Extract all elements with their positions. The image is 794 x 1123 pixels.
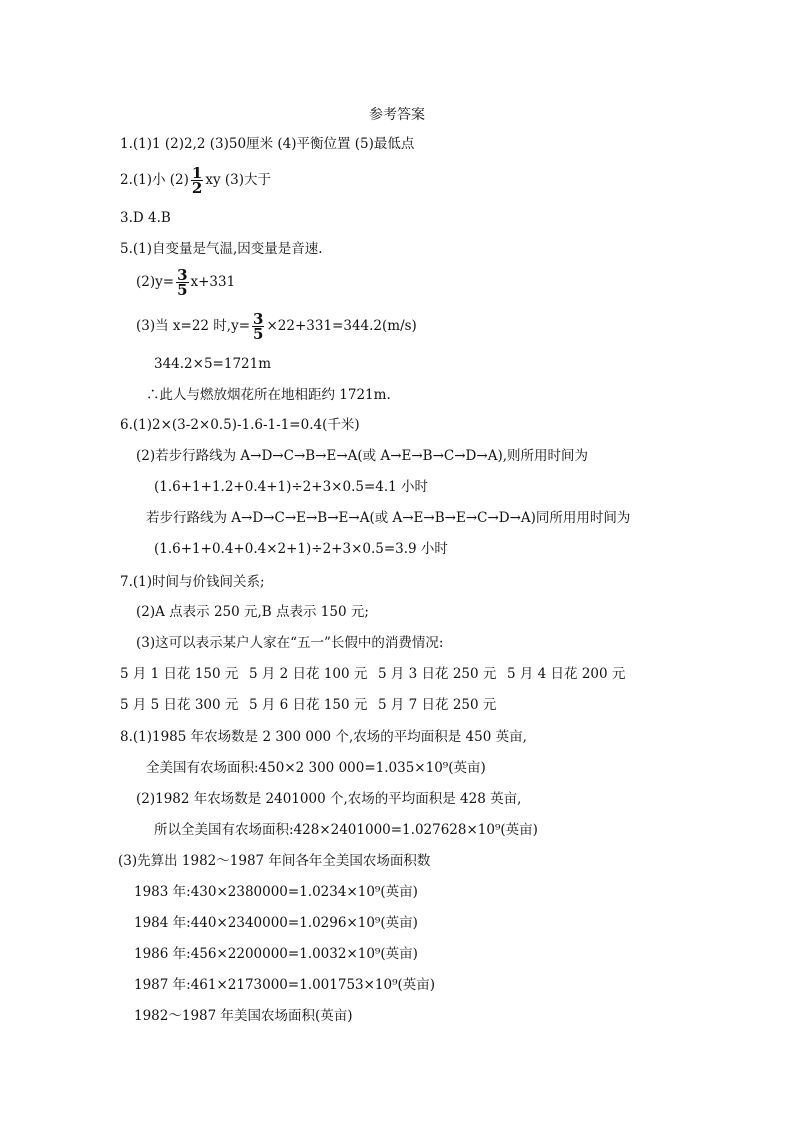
- fraction-denominator: 2: [191, 179, 203, 197]
- answer-8-part-3: (3)先算出 1982～1987 年间各年全美国农场面积数: [118, 853, 431, 869]
- answer-8-part-2: (2)1982 年农场数是 2401000 个,农场的平均面积是 428 英亩,: [136, 791, 522, 807]
- answer-8-part-1-area: 全美国有农场面积:450×2 300 000=1.035×10⁹(英亩): [146, 760, 486, 776]
- fraction-three-fifths: [176, 268, 188, 297]
- fraction-denominator: 5: [177, 281, 188, 299]
- answer-8-part-2-area: 所以全美国有农场面积:428×2401000=1.027628×10⁹(英亩): [154, 822, 538, 838]
- answer-2-pre: 2.(1)小 (2): [120, 172, 189, 188]
- page-title: 参考答案: [369, 107, 425, 123]
- fraction-denominator: 5: [253, 325, 264, 343]
- answer-6-part-4: 若步行路线为 A→D→C→E→B→E→A(或 A→E→B→E→C→D→A)同所用用时间为: [146, 510, 631, 526]
- answer-2-post: xy (3)大于: [205, 172, 272, 188]
- answer-5-part-4: 344.2×5=1721m: [154, 356, 272, 372]
- farm-area-1984: 1984 年:440×2340000=1.0296×10⁹(英亩): [134, 915, 418, 931]
- spending-row-1-day-4: 5 月 4 日花 200 元: [507, 666, 626, 682]
- answer-5-part-3: [136, 312, 417, 341]
- farm-area-1983: 1983 年:430×2380000=1.0234×10⁹(英亩): [134, 884, 418, 900]
- answer-7-part-3: (3)这可以表示某户人家在“五一”长假中的消费情况:: [136, 635, 444, 651]
- answer-3-4: 3.D 4.B: [120, 210, 171, 226]
- spending-row-2-day-5: 5 月 5 日花 300 元: [120, 697, 239, 713]
- answer-7-part-1: 7.(1)时间与价钱间关系;: [120, 574, 265, 590]
- answer-5-part-3-post: ×22+331=344.2(m/s): [266, 318, 417, 334]
- fraction-numerator: 3: [177, 266, 188, 284]
- answer-6-part-2: (2)若步行路线为 A→D→C→B→E→A(或 A→E→B→C→D→A),则所用时间为: [136, 448, 588, 464]
- fraction-numerator: 1: [191, 164, 203, 182]
- answer-8-part-1: 8.(1)1985 年农场数是 2 300 000 个,农场的平均面积是 450 英亩,: [120, 729, 527, 745]
- fraction-numerator: 3: [253, 310, 264, 328]
- answer-1: 1.(1)1 (2)2,2 (3)50厘米 (4)平衡位置 (5)最低点: [120, 136, 415, 152]
- spending-row-1-day-3: 5 月 3 日花 250 元: [378, 666, 497, 682]
- answer-2: [120, 166, 271, 195]
- spending-row-2-day-6: 5 月 6 日花 150 元: [249, 697, 368, 713]
- answer-5-part-3-pre: (3)当 x=22 时,y=: [136, 318, 251, 334]
- spending-row-1-day-2: 5 月 2 日花 100 元: [249, 666, 368, 682]
- answer-5-conclusion: ∴此人与燃放烟花所在地相距约 1721m.: [146, 387, 391, 403]
- farm-area-1986: 1986 年:456×2200000=1.0032×10⁹(英亩): [134, 946, 418, 962]
- answer-7-part-2: (2)A 点表示 250 元,B 点表示 150 元;: [136, 604, 369, 620]
- fraction-one-half: [191, 166, 203, 195]
- farm-area-1987: 1987 年:461×2173000=1.001753×10⁹(英亩): [134, 977, 436, 993]
- answer-5-part-2: [136, 268, 235, 297]
- spending-row-2-day-7: 5 月 7 日花 250 元: [378, 697, 497, 713]
- spending-row-1-day-1: 5 月 1 日花 150 元: [120, 666, 239, 682]
- answer-5-part-2-pre: (2)y=: [136, 274, 175, 290]
- answer-5-part-1: 5.(1)自变量是气温,因变量是音速.: [120, 241, 323, 257]
- answer-5-part-2-post: x+331: [190, 274, 236, 290]
- answer-6-part-5: (1.6+1+0.4+0.4×2+1)÷2+3×0.5=3.9 小时: [154, 541, 448, 557]
- answer-6-part-3: (1.6+1+1.2+0.4+1)÷2+3×0.5=4.1 小时: [154, 479, 429, 495]
- fraction-three-fifths: [252, 312, 264, 341]
- farm-area-summary-heading: 1982～1987 年美国农场面积(英亩): [134, 1008, 353, 1024]
- answer-6-part-1: 6.(1)2×(3-2×0.5)-1.6-1-1=0.4(千米): [120, 417, 360, 433]
